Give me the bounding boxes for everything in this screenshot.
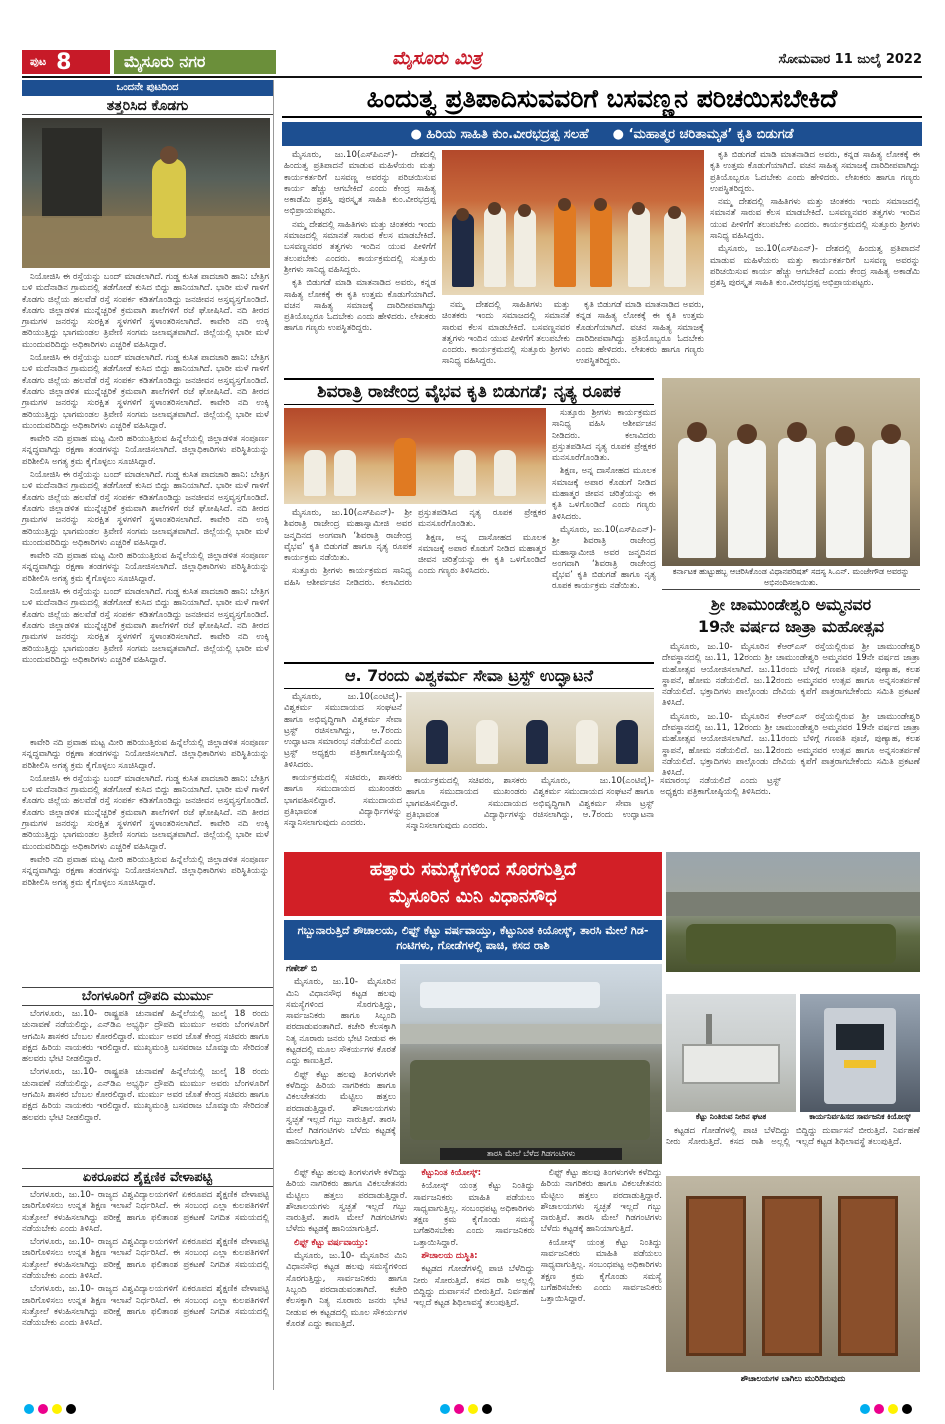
- cyan-mark: [24, 1404, 34, 1414]
- group-felicitation-photo: [662, 378, 920, 566]
- person-figure: [872, 440, 910, 558]
- mini-vidhana-paragraph: ಲಿಫ್ಟ್ ಕೆಟ್ಟು ಹಲವು ತಿಂಗಳುಗಳೇ ಕಳೆದಿದ್ದು ಹಿರಿಯ ನಾಗರಿಕರು ಹಾಗೂ ವಿಕಲಚೇತನರು ಮೆಟ್ಟಿಲು ಹತ್ತಲು ಪರದಾಡುತ್ತಿದ್ದಾರೆ. ಶೌಚಾಲಯಗಳು ಸ್ವಚ್ಛತೆ ಇಲ್ಲದೆ ಗಬ್ಬು ನಾರುತ್ತಿವೆ. ತಾರಸಿ ಮೇಲೆ ಗಿಡಗಂಟಿಗಳು ಬೆಳೆದು ಕಟ್ಟಡಕ್ಕೆ ಹಾನಿಯಾಗುತ್ತಿದೆ.: [286, 1168, 408, 1235]
- left-column: [22, 80, 274, 1390]
- kiosk-screen: [836, 1024, 884, 1050]
- mini-vidhana-paragraph: ಲಿಫ್ಟ್ ಕೆಟ್ಟು ಹಲವು ತಿಂಗಳುಗಳೇ ಕಳೆದಿದ್ದು ಹಿರಿಯ ನಾಗರಿಕರು ಹಾಗೂ ವಿಕಲಚೇತನರು ಮೆಟ್ಟಿಲು ಹತ್ತಲು ಪರದಾಡುತ್ತಿದ್ದಾರೆ. ಶೌಚಾಲಯಗಳು ಸ್ವಚ್ಛತೆ ಇಲ್ಲದೆ ಗಬ್ಬು ನಾರುತ್ತಿವೆ. ತಾರಸಿ ಮೇಲೆ ಗಿಡಗಂಟಿಗಳು ಬೆಳೆದು ಕಟ್ಟಡಕ್ಕೆ ಹಾನಿಯಾಗುತ್ತಿದೆ.: [286, 1069, 396, 1148]
- person-figure: [778, 438, 816, 558]
- bangalore-headline: ಬೆಂಗಳೂರಿಗೆ ದ್ರೌಪದಿ ಮುರ್ಮು: [22, 987, 273, 1006]
- magenta-mark: [454, 1404, 464, 1414]
- mini-vidhana-paragraph: ಕಟ್ಟಡದ ಗೋಡೆಗಳಲ್ಲಿ ಪಾಚಿ ಬೆಳೆದಿದ್ದು ನೀರು ಸೋರುತ್ತಿದೆ. ಕಸದ ರಾಶಿ ಅಲ್ಲಲ್ಲಿ ಬಿದ್ದಿದ್ದು ದುರ್ವಾಸನೆ ಬೀರುತ್ತಿದೆ. ನಿರ್ವಹಣೆ ಇಲ್ಲದೆ ಕಟ್ಟಡ ಶಿಥಿಲಾವಸ್ಥೆ ತಲುಪುತ್ತಿದೆ.: [666, 1126, 920, 1148]
- lead-paragraph: ಕೃತಿ ಬಿಡುಗಡೆ ಮಾಡಿ ಮಾತನಾಡಿದ ಅವರು, ಕನ್ನಡ ಸಾಹಿತ್ಯ ಲೋಕಕ್ಕೆ ಈ ಕೃತಿ ಉತ್ತಮ ಕೊಡುಗೆಯಾಗಿದೆ. ವಚನ ಸಾಹಿತ್ಯ ಸಮಾಜಕ್ಕೆ ದಾರಿದೀಪವಾಗಿದ್ದು ಪ್ರತಿಯೊಬ್ಬರೂ ಓದಬೇಕು ಎಂದು ಹೇಳಿದರು. ಲೇಖಕರು ಹಾಗೂ ಗಣ್ಯರು ಉಪಸ್ಥಿತರಿದ್ದರು.: [576, 300, 704, 367]
- strap-text: ಹಿರಿಯ ಸಾಹಿತಿ ಕುಂ.ವೀರಭದ್ರಪ್ಪ ಸಲಹೆ: [426, 126, 589, 142]
- mini-vidhana-text-col1: [286, 964, 396, 1162]
- press-meet-photo: [406, 692, 654, 772]
- release-event-photo: [442, 150, 704, 295]
- lead-text-col3: [710, 150, 920, 372]
- timetable-paragraph: ಬೆಂಗಳೂರು, ಜು.10- ರಾಜ್ಯದ ವಿಶ್ವವಿದ್ಯಾಲಯಗಳಿಗೆ ಏಕರೂಪದ ಶೈಕ್ಷಣಿಕ ವೇಳಾಪಟ್ಟಿ ಜಾರಿಗೊಳಿಸಲು ಉನ್ನತ ಶಿಕ್ಷಣ ಇಲಾಖೆ ನಿರ್ಧರಿಸಿದೆ. ಈ ಸಂಬಂಧ ಎಲ್ಲಾ ಕುಲಪತಿಗಳಿಗೆ ಸುತ್ತೋಲೆ ಕಳುಹಿಸಲಾಗಿದ್ದು ಪರೀಕ್ಷೆ ಹಾಗೂ ಫಲಿತಾಂಶ ಪ್ರಕಟಣೆ ನಿಗದಿತ ಸಮಯದಲ್ಲಿ ನಡೆಯಬೇಕು ಎಂದು ತಿಳಿಸಿದೆ.: [22, 1284, 269, 1329]
- chamundeshwari-headline: [662, 594, 920, 638]
- vishwakarma-paragraph: ಕಾರ್ಯಕ್ರಮದಲ್ಲಿ ಸಚಿವರು, ಶಾಸಕರು ಹಾಗೂ ಸಮುದಾಯದ ಮುಖಂಡರು ಭಾಗವಹಿಸಲಿದ್ದಾರೆ. ಸಮುದಾಯದ ಪ್ರತಿಭಾವಂತ ವಿದ್ಯಾರ್ಥಿಗಳನ್ನು ಸನ್ಮಾನಿಸಲಾಗುವುದು ಎಂದರು.: [406, 776, 527, 832]
- vishwakarma-paragraph: ಕಾರ್ಯಕ್ರಮದಲ್ಲಿ ಸಚಿವರು, ಶಾಸಕರು ಹಾಗೂ ಸಮುದಾಯದ ಮುಖಂಡರು ಭಾಗವಹಿಸಲಿದ್ದಾರೆ. ಸಮುದಾಯದ ಪ್ರತಿಭಾವಂತ ವಿದ್ಯಾರ್ಥಿಗಳನ್ನು ಸನ್ಮಾನಿಸಲಾಗುವುದು ಎಂದರು.: [284, 773, 402, 829]
- black-mark: [902, 1404, 912, 1414]
- chamundeshwari-story: [662, 642, 920, 792]
- section-name: ಮೈಸೂರು ನಗರ: [114, 50, 276, 74]
- person-head: [488, 202, 501, 215]
- chamundeshwari-paragraph: ಮೈಸೂರು, ಜು.10- ಮೈಸೂರಿನ ಕೆಆರ್‍ಎಸ್ ರಸ್ತೆಯಲ್ಲಿರುವ ಶ್ರೀ ಚಾಮುಂಡೇಶ್ವರಿ ದೇವಸ್ಥಾನದಲ್ಲಿ ಜು.11, 12ರಂದು ಶ್ರೀ ಚಾಮುಂಡೇಶ್ವರಿ ಅಮ್ಮನವರ 19ನೇ ವರ್ಷದ ಜಾತ್ರಾ ಮಹೋತ್ಸವ ಆಯೋಜಿಸಲಾಗಿದೆ. ಜು.11ರಂದು ಬೆಳಿಗ್ಗೆ ಗಣಪತಿ ಪೂಜೆ, ಪುಣ್ಯಾಹ, ಕಲಶ ಸ್ಥಾಪನೆ, ಹೋಮ ನಡೆಯಲಿದೆ. ಜು.12ರಂದು ಅಮ್ಮನವರ ಉತ್ಸವ ಹಾಗೂ ಅನ್ನಸಂತರ್ಪಣೆ ನಡೆಯಲಿದೆ. ಭಕ್ತಾದಿಗಳು ಪಾಲ್ಗೊಂಡು ದೇವಿಯ ಕೃಪೆಗೆ ಪಾತ್ರರಾಗಬೇಕೆಂದು ಸಮಿತಿ ಪ್ರಕಟಣೆ ತಿಳಿಸಿದೆ.: [662, 711, 920, 779]
- issue-date: ಸೋಮವಾರ 11 ಜುಲೈ 2022: [778, 52, 922, 67]
- flood-water: [22, 216, 270, 268]
- person-in-raincoat: [152, 158, 186, 238]
- yellow-mark: [52, 1404, 62, 1414]
- continued-tag: ಒಂದನೇ ಪುಟದಿಂದ: [22, 80, 273, 96]
- toilet-subhead: ಶೌಚಾಲಯ ದುಸ್ಥಿತಿ:: [421, 1251, 478, 1262]
- mini-vidhana-paragraph: ಮೈಸೂರು, ಜು.10- ಮೈಸೂರಿನ ಮಿನಿ ವಿಧಾನಸೌಧ ಕಟ್ಟಡ ಹಲವು ಸಮಸ್ಯೆಗಳಿಂದ ಸೊರಗುತ್ತಿದ್ದು, ಸಾರ್ವಜನಿಕರು ಹಾಗೂ ಸಿಬ್ಬಂದಿ ಪರದಾಡುವಂತಾಗಿದೆ. ಕಚೇರಿ ಕೆಲಸಕ್ಕಾಗಿ ನಿತ್ಯ ನೂರಾರು ಜನರು ಭೇಟಿ ನೀಡುವ ಈ ಕಟ್ಟಡದಲ್ಲಿ ಮೂಲ ಸೌಕರ್ಯಗಳ ಕೊರತೆ ಎದ್ದು ಕಾಣುತ್ತಿದೆ.: [286, 1251, 408, 1329]
- parapet-wall: [666, 892, 920, 916]
- person-figure: [304, 450, 326, 496]
- kodagu-paragraph: ನಿಯೋಜಿಸಿ ಈ ರಸ್ತೆಯನ್ನು ಬಂದ್ ಮಾಡಲಾಗಿದೆ. ಗುಡ್ಡ ಕುಸಿತ ಪಾದಚಾರಿ ಹಾನಿ: ಬೇತ್ರಿಗ ಬಳಿ ಮದೆನಾಡಿನ ಗ್ರಾಮದಲ್ಲಿ ತಡೆಗೋಡೆ ಕುಸಿದ ಬಿದ್ದು ಹಾನಿಯಾಗಿದೆ. ಭಾರೀ ಮಳೆ ಗಾಳಿಗೆ ಕೊಡಗು ಜಿಲ್ಲೆಯ ಹಲವೆಡೆ ರಸ್ತೆ ಸಂಪರ್ಕ ಕಡಿತಗೊಂಡಿದ್ದು ಜನಜೀವನ ಅಸ್ತವ್ಯಸ್ತಗೊಂಡಿದೆ. ಕೊಡಗು ಜಿಲ್ಲಾಡಳಿತ ಮುನ್ನೆಚ್ಚರಿಕೆ ಕ್ರಮವಾಗಿ ಶಾಲೆಗಳಿಗೆ ರಜೆ ಘೋಷಿಸಿದೆ. ನದಿ ತೀರದ ಗ್ರಾಮಗಳ ಜನರನ್ನು ಸುರಕ್ಷಿತ ಸ್ಥಳಗಳಿಗೆ ಸ್ಥಳಾಂತರಿಸಲಾಗಿದೆ. ಕಾವೇರಿ ನದಿ ಉಕ್ಕಿ ಹರಿಯುತ್ತಿದ್ದು ಭಾಗಮಂಡಲ ತ್ರಿವೇಣಿ ಸಂಗಮ ಜಲಾವೃತವಾಗಿದೆ. ಜಿಲ್ಲೆಯಲ್ಲಿ ಭಾರೀ ಮಳೆ ಮುಂದುವರಿದಿದ್ದು ಅಧಿಕಾರಿಗಳು ಎಚ್ಚರಿಕೆ ವಹಿಸಿದ್ದಾರೆ.: [22, 470, 269, 548]
- registration-marks-left: [24, 1404, 76, 1414]
- bangalore-paragraph: ಬೆಂಗಳೂರು, ಜು.10- ರಾಷ್ಟ್ರಪತಿ ಚುನಾವಣೆ ಹಿನ್ನೆಲೆಯಲ್ಲಿ ಜುಲೈ 18 ರಂದು ಚುನಾವಣೆ ನಡೆಯಲಿದ್ದು, ಎನ್‍ಡಿಎ ಅಭ್ಯರ್ಥಿ ದ್ರೌಪದಿ ಮುರ್ಮು ಅವರು ಬೆಂಗಳೂರಿಗೆ ಆಗಮಿಸಿ ಶಾಸಕರ ಬೆಂಬಲ ಕೋರಲಿದ್ದಾರೆ. ಮುರ್ಮು ಅವರ ಜೊತೆ ಕೇಂದ್ರ ಸಚಿವರು ಹಾಗೂ ಪಕ್ಷದ ಹಿರಿಯ ನಾಯಕರು ಇರಲಿದ್ದಾರೆ. ಮುಖ್ಯಮಂತ್ರಿ ಬಸವರಾಜ ಬೊಮ್ಮಾಯಿ ಸೇರಿದಂತೆ ಹಲವರು ಭೇಟಿ ನೀಡಲಿದ್ದಾರೆ.: [22, 1009, 269, 1065]
- page-label: ಪುಟ: [30, 55, 47, 68]
- dome-structures: [420, 982, 600, 1008]
- shivaratri-paragraph: ಶಿಕ್ಷಣ, ಅನ್ನ ದಾಸೋಹದ ಮೂಲಕ ಸಮಾಜಕ್ಕೆ ಅಪಾರ ಕೊಡುಗೆ ನೀಡಿದ ಮಹಾತ್ಮರ ಜೀವನ ಚರಿತ್ರೆಯನ್ನು ಈ ಕೃತಿ ಒಳಗೊಂಡಿದೆ ಎಂದು ಗಣ್ಯರು ತಿಳಿಸಿದರು.: [552, 466, 656, 522]
- mini-vidhana-subhead: [286, 1238, 407, 1249]
- toilet-door: [762, 1196, 822, 1356]
- shivaratri-stage-photo: [284, 408, 546, 504]
- mini-vidhana-strap: ಗಬ್ಬುನಾರುತ್ತಿದೆ ಶೌಚಾಲಯ, ಲಿಫ್ಟ್ ಕೆಟ್ಟು ವರ್ಷವಾಯ್ತು, ಕೆಟ್ಟುನಿಂತ ಕಿಯೋಸ್ಕ್, ತಾರಸಿ ಮೇಲೆ ಗಿಡ-ಗಂಟಿಗಳು, ಗೋಡೆಗಳಲ್ಲಿ ಪಾಚಿ, ಕಸದ ರಾಶಿ: [284, 920, 662, 960]
- mini-vidhana-paragraph: ಕಟ್ಟಡದ ಗೋಡೆಗಳಲ್ಲಿ ಪಾಚಿ ಬೆಳೆದಿದ್ದು ನೀರು ಸೋರುತ್ತಿದೆ. ಕಸದ ರಾಶಿ ಅಲ್ಲಲ್ಲಿ ಬಿದ್ದಿದ್ದು ದುರ್ವಾಸನೆ ಬೀರುತ್ತಿದೆ. ನಿರ್ವಹಣೆ ಇಲ್ಲದೆ ಕಟ್ಟಡ ಶಿಥಿಲಾವಸ್ಥೆ ತಲುಪುತ್ತಿದೆ.: [413, 1264, 535, 1309]
- toilet-doors-caption: ಶೌಚಾಲಯಗಳ ಬಾಗಿಲು ಮುರಿದಿರುವುದು: [740, 1374, 846, 1383]
- kiosk-slot: [844, 1060, 876, 1068]
- strap-item: [410, 127, 588, 142]
- yellow-mark: [888, 1404, 898, 1414]
- magenta-mark: [874, 1404, 884, 1414]
- kodagu-paragraph: ನಿಯೋಜಿಸಿ ಈ ರಸ್ತೆಯನ್ನು ಬಂದ್ ಮಾಡಲಾಗಿದೆ. ಗುಡ್ಡ ಕುಸಿತ ಪಾದಚಾರಿ ಹಾನಿ: ಬೇತ್ರಿಗ ಬಳಿ ಮದೆನಾಡಿನ ಗ್ರಾಮದಲ್ಲಿ ತಡೆಗೋಡೆ ಕುಸಿದ ಬಿದ್ದು ಹಾನಿಯಾಗಿದೆ. ಭಾರೀ ಮಳೆ ಗಾಳಿಗೆ ಕೊಡಗು ಜಿಲ್ಲೆಯ ಹಲವೆಡೆ ರಸ್ತೆ ಸಂಪರ್ಕ ಕಡಿತಗೊಂಡಿದ್ದು ಜನಜೀವನ ಅಸ್ತವ್ಯಸ್ತಗೊಂಡಿದೆ. ಕೊಡಗು ಜಿಲ್ಲಾಡಳಿತ ಮುನ್ನೆಚ್ಚರಿಕೆ ಕ್ರಮವಾಗಿ ಶಾಲೆಗಳಿಗೆ ರಜೆ ಘೋಷಿಸಿದೆ. ನದಿ ತೀರದ ಗ್ರಾಮಗಳ ಜನರನ್ನು ಸುರಕ್ಷಿತ ಸ್ಥಳಗಳಿಗೆ ಸ್ಥಳಾಂತರಿಸಲಾಗಿದೆ. ಕಾವೇರಿ ನದಿ ಉಕ್ಕಿ ಹರಿಯುತ್ತಿದ್ದು ಭಾಗಮಂಡಲ ತ್ರಿವೇಣಿ ಸಂಗಮ ಜಲಾವೃತವಾಗಿದೆ. ಜಿಲ್ಲೆಯಲ್ಲಿ ಭಾರೀ ಮಳೆ ಮುಂದುವರಿದಿದ್ದು ಅಧಿಕಾರಿಗಳು ಎಚ್ಚರಿಕೆ ವಹಿಸಿದ್ದಾರೆ.: [22, 587, 269, 665]
- lead-paragraph: ಮೈಸೂರು, ಜು.10(ಎಸ್‍ಪಿಎನ್)- ದೇಶದಲ್ಲಿ ಹಿಂದುತ್ವ ಪ್ರತಿಪಾದನೆ ಮಾಡುವ ಮಹಿಳೆಯರು ಮತ್ತು ಕಾರ್ಯಕರ್ತರಿಗೆ ಬಸವಣ್ಣ ಅವರನ್ನು ಪರಿಚಯಿಸುವ ಕಾರ್ಯ ಹೆಚ್ಚು ಆಗಬೇಕಿದೆ ಎಂದು ಕೇಂದ್ರ ಸಾಹಿತ್ಯ ಅಕಾಡೆಮಿ ಪ್ರಶಸ್ತಿ ಪುರಸ್ಕೃತ ಸಾಹಿತಿ ಕುಂ.ವೀರಭದ್ರಪ್ಪ ಅಭಿಪ್ರಾಯಪಟ್ಟರು.: [284, 150, 436, 217]
- kodagu-headline: ತತ್ತರಿಸಿದ ಕೊಡಗು: [22, 98, 273, 115]
- mini-vidhana-subhead: [413, 1251, 534, 1262]
- person-figure: [334, 450, 356, 496]
- person-figure: [476, 720, 498, 764]
- bullet-icon: ●: [410, 126, 427, 142]
- vishwakarma-headline: ಆ. 7ರಂದು ವಿಶ್ವಕರ್ಮ ಸೇವಾ ಟ್ರಸ್ಟ್ ಉದ್ಘಾಟನೆ: [284, 662, 654, 689]
- terrace-photo: [400, 964, 662, 1164]
- flood-photo: [22, 118, 270, 268]
- lead-text-under-photo: [442, 300, 704, 372]
- timetable-story: [22, 1190, 273, 1350]
- headline-line: 19ನೇ ವರ್ಷದ ಜಾತ್ರಾ ಮಹೋತ್ಸವ: [697, 617, 885, 636]
- mini-vidhana-text-bottom: [286, 1168, 662, 1390]
- sink-unit: [682, 1044, 780, 1084]
- shivaratri-paragraph: ಶಿಕ್ಷಣ, ಅನ್ನ ದಾಸೋಹದ ಮೂಲಕ ಸಮಾಜಕ್ಕೆ ಅಪಾರ ಕೊಡುಗೆ ನೀಡಿದ ಮಹಾತ್ಮರ ಜೀವನ ಚರಿತ್ರೆಯನ್ನು ಈ ಕೃತಿ ಒಳಗೊಂಡಿದೆ ಎಂದು ಗಣ್ಯರು ತಿಳಿಸಿದರು.: [418, 532, 546, 577]
- terrace-caption: ತಾರಸಿ ಮೇಲೆ ಬೆಳೆದ ಗಿಡಗಂಟಿಗಳು: [440, 1148, 622, 1160]
- yellow-mark: [468, 1404, 478, 1414]
- person-figure: [678, 438, 716, 558]
- person-figure: [616, 720, 638, 764]
- person-figure: [426, 720, 448, 764]
- person-figure: [454, 450, 476, 496]
- person-figure: [576, 720, 598, 764]
- lead-headline: ಹಿಂದುತ್ವ ಪ್ರತಿಪಾದಿಸುವವರಿಗೆ ಬಸವಣ್ಣನ ಪರಿಚಯಿಸಬೇಕಿದೆ: [282, 80, 922, 118]
- person-figure: [484, 207, 506, 287]
- magenta-mark: [38, 1404, 48, 1414]
- shivaratri-paragraph: ಮೈಸೂರು, ಜು.10(ಎಸ್‍ಪಿಎನ್)- ಶ್ರೀ ಶಿವರಾತ್ರಿ ರಾಜೇಂದ್ರ ಮಹಾಸ್ವಾಮೀಜಿ ಅವರ ಜನ್ಮದಿನದ ಅಂಗವಾಗಿ ‘ಶಿವರಾತ್ರಿ ರಾಜೇಂದ್ರ ವೈಭವ’ ಕೃತಿ ಬಿಡುಗಡೆ ಹಾಗೂ ನೃತ್ಯ ರೂಪಕ ಕಾರ್ಯಕ್ರಮ ನಡೆಯಿತು.: [284, 508, 412, 564]
- person-head: [668, 206, 681, 219]
- person-figure: [728, 440, 766, 558]
- swamiji-figure: [394, 438, 416, 496]
- water-unit-photo: [666, 994, 796, 1112]
- lead-text-col1: [284, 150, 436, 372]
- vishwakarma-text-under-photo: [406, 776, 781, 842]
- kodagu-paragraph: ನಿಯೋಜಿಸಿ ಈ ರಸ್ತೆಯನ್ನು ಬಂದ್ ಮಾಡಲಾಗಿದೆ. ಗುಡ್ಡ ಕುಸಿತ ಪಾದಚಾರಿ ಹಾನಿ: ಬೇತ್ರಿಗ ಬಳಿ ಮದೆನಾಡಿನ ಗ್ರಾಮದಲ್ಲಿ ತಡೆಗೋಡೆ ಕುಸಿದ ಬಿದ್ದು ಹಾನಿಯಾಗಿದೆ. ಭಾರೀ ಮಳೆ ಗಾಳಿಗೆ ಕೊಡಗು ಜಿಲ್ಲೆಯ ಹಲವೆಡೆ ರಸ್ತೆ ಸಂಪರ್ಕ ಕಡಿತಗೊಂಡಿದ್ದು ಜನಜೀವನ ಅಸ್ತವ್ಯಸ್ತಗೊಂಡಿದೆ. ಕೊಡಗು ಜಿಲ್ಲಾಡಳಿತ ಮುನ್ನೆಚ್ಚರಿಕೆ ಕ್ರಮವಾಗಿ ಶಾಲೆಗಳಿಗೆ ರಜೆ ಘೋಷಿಸಿದೆ. ನದಿ ತೀರದ ಗ್ರಾಮಗಳ ಜನರನ್ನು ಸುರಕ್ಷಿತ ಸ್ಥಳಗಳಿಗೆ ಸ್ಥಳಾಂತರಿಸಲಾಗಿದೆ. ಕಾವೇರಿ ನದಿ ಉಕ್ಕಿ ಹರಿಯುತ್ತಿದ್ದು ಭಾಗಮಂಡಲ ತ್ರಿವೇಣಿ ಸಂಗಮ ಜಲಾವೃತವಾಗಿದೆ. ಜಿಲ್ಲೆಯಲ್ಲಿ ಭಾರೀ ಮಳೆ ಮುಂದುವರಿದಿದ್ದು ಅಧಿಕಾರಿಗಳು ಎಚ್ಚರಿಕೆ ವಹಿಸಿದ್ದಾರೆ.: [22, 353, 269, 431]
- bullet-icon: ●: [612, 126, 629, 142]
- group-photo-caption: ಕರ್ನಾಟಕ ಹುಟ್ಟುಹಬ್ಬ ಆಚರಿಸಿಕೊಂಡ ವಿಧಾನಪರಿಷತ್ ಸದಸ್ಯ ಸಿ.ಎನ್. ಮಂಜೇಗೌಡ ಅವರನ್ನು ಅಭಿನಂದಿಸಲಾಯಿತು.: [662, 566, 920, 590]
- cyan-mark: [440, 1404, 450, 1414]
- page-number-tag: [22, 50, 110, 74]
- mini-vidhana-paragraph: ಮೈಸೂರು, ಜು.10- ಮೈಸೂರಿನ ಮಿನಿ ವಿಧಾನಸೌಧ ಕಟ್ಟಡ ಹಲವು ಸಮಸ್ಯೆಗಳಿಂದ ಸೊರಗುತ್ತಿದ್ದು, ಸಾರ್ವಜನಿಕರು ಹಾಗೂ ಸಿಬ್ಬಂದಿ ಪರದಾಡುವಂತಾಗಿದೆ. ಕಚೇರಿ ಕೆಲಸಕ್ಕಾಗಿ ನಿತ್ಯ ನೂರಾರು ಜನರು ಭೇಟಿ ನೀಡುವ ಈ ಕಟ್ಟಡದಲ್ಲಿ ಮೂಲ ಸೌಕರ್ಯಗಳ ಕೊರತೆ ಎದ್ದು ಕಾಣುತ್ತಿದೆ.: [286, 977, 396, 1067]
- person-head: [594, 198, 607, 211]
- mini-vidhana-text-right: [666, 1126, 920, 1170]
- pipe: [706, 1014, 712, 1044]
- person-head: [835, 426, 855, 446]
- person-figure: [494, 450, 516, 496]
- black-mark: [482, 1404, 492, 1414]
- kodagu-paragraph: ಕಾವೇರಿ ನದಿ ಪ್ರವಾಹ ಮಟ್ಟ ಮೀರಿ ಹರಿಯುತ್ತಿರುವ ಹಿನ್ನೆಲೆಯಲ್ಲಿ ಜಿಲ್ಲಾಡಳಿತ ಸಂಪೂರ್ಣ ಸನ್ನದ್ಧವಾಗಿದ್ದು ರಕ್ಷಣಾ ತಂಡಗಳನ್ನು ನಿಯೋಜಿಸಲಾಗಿದೆ. ಜಿಲ್ಲಾಧಿಕಾರಿಗಳು ಪರಿಸ್ಥಿತಿಯನ್ನು ಪರಿಶೀಲಿಸಿ ಅಗತ್ಯ ಕ್ರಮ ಕೈಗೊಳ್ಳಲು ಸೂಚಿಸಿದ್ದಾರೆ.: [22, 551, 269, 584]
- kiosk-subhead: ಕೆಟ್ಟುನಿಂತ ಕಿಯೋಸ್ಕ್:: [421, 1168, 482, 1178]
- timetable-paragraph: ಬೆಂಗಳೂರು, ಜು.10- ರಾಜ್ಯದ ವಿಶ್ವವಿದ್ಯಾಲಯಗಳಿಗೆ ಏಕರೂಪದ ಶೈಕ್ಷಣಿಕ ವೇಳಾಪಟ್ಟಿ ಜಾರಿಗೊಳಿಸಲು ಉನ್ನತ ಶಿಕ್ಷಣ ಇಲಾಖೆ ನಿರ್ಧರಿಸಿದೆ. ಈ ಸಂಬಂಧ ಎಲ್ಲಾ ಕುಲಪತಿಗಳಿಗೆ ಸುತ್ತೋಲೆ ಕಳುಹಿಸಲಾಗಿದ್ದು ಪರೀಕ್ಷೆ ಹಾಗೂ ಫಲಿತಾಂಶ ಪ್ರಕಟಣೆ ನಿಗದಿತ ಸಮಯದಲ್ಲಿ ನಡೆಯಬೇಕು ಎಂದು ತಿಳಿಸಿದೆ.: [22, 1237, 269, 1282]
- person-head: [456, 208, 469, 221]
- lead-paragraph: ಕೃತಿ ಬಿಡುಗಡೆ ಮಾಡಿ ಮಾತನಾಡಿದ ಅವರು, ಕನ್ನಡ ಸಾಹಿತ್ಯ ಲೋಕಕ್ಕೆ ಈ ಕೃತಿ ಉತ್ತಮ ಕೊಡುಗೆಯಾಗಿದೆ. ವಚನ ಸಾಹಿತ್ಯ ಸಮಾಜಕ್ಕೆ ದಾರಿದೀಪವಾಗಿದ್ದು ಪ್ರತಿಯೊಬ್ಬರೂ ಓದಬೇಕು ಎಂದು ಹೇಳಿದರು. ಲೇಖಕರು ಹಾಗೂ ಗಣ್ಯರು ಉಪಸ್ಥಿತರಿದ್ದರು.: [284, 278, 436, 334]
- kodagu-story: [22, 268, 273, 738]
- person-figure: [514, 209, 536, 287]
- headline-line: ಮೈಸೂರಿನ ಮಿನಿ ವಿಧಾನಸೌಧ: [389, 886, 557, 907]
- person-head: [632, 202, 645, 215]
- lead-paragraph: ನಮ್ಮ ದೇಶದಲ್ಲಿ ಸಾಹಿತಿಗಳು ಮತ್ತು ಚಿಂತಕರು ಇಂದು ಸಮಾಜದಲ್ಲಿ ಸಮಾನತೆ ಸಾರುವ ಕೆಲಸ ಮಾಡಬೇಕಿದೆ. ಬಸವಣ್ಣನವರ ತತ್ವಗಳು ಇಂದಿನ ಯುವ ಪೀಳಿಗೆಗೆ ತಲುಪಬೇಕು ಎಂದರು. ಕಾರ್ಯಕ್ರಮದಲ್ಲಿ ಸುತ್ತೂರು ಶ್ರೀಗಳು ಸಾನಿಧ್ಯ ವಹಿಸಿದ್ದರು.: [710, 197, 920, 242]
- broken-toilet-doors-photo: [666, 1176, 920, 1372]
- toilet-door: [686, 1196, 746, 1356]
- timetable-paragraph: ಬೆಂಗಳೂರು, ಜು.10- ರಾಜ್ಯದ ವಿಶ್ವವಿದ್ಯಾಲಯಗಳಿಗೆ ಏಕರೂಪದ ಶೈಕ್ಷಣಿಕ ವೇಳಾಪಟ್ಟಿ ಜಾರಿಗೊಳಿಸಲು ಉನ್ನತ ಶಿಕ್ಷಣ ಇಲಾಖೆ ನಿರ್ಧರಿಸಿದೆ. ಈ ಸಂಬಂಧ ಎಲ್ಲಾ ಕುಲಪತಿಗಳಿಗೆ ಸುತ್ತೋಲೆ ಕಳುಹಿಸಲಾಗಿದ್ದು ಪರೀಕ್ಷೆ ಹಾಗೂ ಫಲಿತಾಂಶ ಪ್ರಕಟಣೆ ನಿಗದಿತ ಸಮಯದಲ್ಲಿ ನಡೆಯಬೇಕು ಎಂದು ತಿಳಿಸಿದೆ.: [22, 1190, 269, 1234]
- vishwakarma-text-col1: [284, 692, 402, 842]
- timetable-headline: ಏಕರೂಪದ ಶೈಕ್ಷಣಿಕ ವೇಳಾಪಟ್ಟಿ: [22, 1168, 273, 1187]
- mini-vidhana-headline: [284, 852, 662, 916]
- kodagu-paragraph: ಕಾವೇರಿ ನದಿ ಪ್ರವಾಹ ಮಟ್ಟ ಮೀರಿ ಹರಿಯುತ್ತಿರುವ ಹಿನ್ನೆಲೆಯಲ್ಲಿ ಜಿಲ್ಲಾಡಳಿತ ಸಂಪೂರ್ಣ ಸನ್ನದ್ಧವಾಗಿದ್ದು ರಕ್ಷಣಾ ತಂಡಗಳನ್ನು ನಿಯೋಜಿಸಲಾಗಿದೆ. ಜಿಲ್ಲಾಧಿಕಾರಿಗಳು ಪರಿಸ್ಥಿತಿಯನ್ನು ಪರಿಶೀಲಿಸಿ ಅಗತ್ಯ ಕ್ರಮ ಕೈಗೊಳ್ಳಲು ಸೂಚಿಸಿದ್ದಾರೆ.: [22, 738, 269, 771]
- person-figure: [628, 207, 650, 287]
- bangalore-paragraph: ಬೆಂಗಳೂರು, ಜು.10- ರಾಷ್ಟ್ರಪತಿ ಚುನಾವಣೆ ಹಿನ್ನೆಲೆಯಲ್ಲಿ ಜುಲೈ 18 ರಂದು ಚುನಾವಣೆ ನಡೆಯಲಿದ್ದು, ಎನ್‍ಡಿಎ ಅಭ್ಯರ್ಥಿ ದ್ರೌಪದಿ ಮುರ್ಮು ಅವರು ಬೆಂಗಳೂರಿಗೆ ಆಗಮಿಸಿ ಶಾಸಕರ ಬೆಂಬಲ ಕೋರಲಿದ್ದಾರೆ. ಮುರ್ಮು ಅವರ ಜೊತೆ ಕೇಂದ್ರ ಸಚಿವರು ಹಾಗೂ ಪಕ್ಷದ ಹಿರಿಯ ನಾಯಕರು ಇರಲಿದ್ದಾರೆ. ಮುಖ್ಯಮಂತ್ರಿ ಬಸವರಾಜ ಬೊಮ್ಮಾಯಿ ಸೇರಿದಂತೆ ಹಲವರು ಭೇಟಿ ನೀಡಲಿದ್ದಾರೆ.: [22, 1067, 269, 1123]
- person-figure: [452, 213, 474, 287]
- house-door: [42, 128, 102, 218]
- byline: ಗಣೇಶ್ ಬಿ: [286, 964, 318, 974]
- mini-vidhana-paragraph: ಕಿಯೋಸ್ಕ್ ಯಂತ್ರ ಕೆಟ್ಟು ನಿಂತಿದ್ದು ಸಾರ್ವಜನಿಕರು ಮಾಹಿತಿ ಪಡೆಯಲು ಸಾಧ್ಯವಾಗುತ್ತಿಲ್ಲ. ಸಂಬಂಧಪಟ್ಟ ಅಧಿಕಾರಿಗಳು ತಕ್ಷಣ ಕ್ರಮ ಕೈಗೊಂಡು ಸಮಸ್ಯೆ ಬಗೆಹರಿಸಬೇಕು ಎಂದು ಸಾರ್ವಜನಿಕರು ಒತ್ತಾಯಿಸಿದ್ದಾರೆ.: [413, 1181, 535, 1248]
- page-header: [22, 48, 922, 76]
- lead-paragraph: ಮೈಸೂರು, ಜು.10(ಎಸ್‍ಪಿಎನ್)- ದೇಶದಲ್ಲಿ ಹಿಂದುತ್ವ ಪ್ರತಿಪಾದನೆ ಮಾಡುವ ಮಹಿಳೆಯರು ಮತ್ತು ಕಾರ್ಯಕರ್ತರಿಗೆ ಬಸವಣ್ಣ ಅವರನ್ನು ಪರಿಚಯಿಸುವ ಕಾರ್ಯ ಹೆಚ್ಚು ಆಗಬೇಕಿದೆ ಎಂದು ಕೇಂದ್ರ ಸಾಹಿತ್ಯ ಅಕಾಡೆಮಿ ಪ್ರಶಸ್ತಿ ಪುರಸ್ಕೃತ ಸಾಹಿತಿ ಕುಂ.ವೀರಭದ್ರಪ್ಪ ಅಭಿಪ್ರಾಯಪಟ್ಟರು.: [710, 244, 920, 289]
- masthead-logo: ಮೈಸೂರು ಮಿತ್ರ: [392, 48, 482, 69]
- person-head: [518, 204, 531, 217]
- black-mark: [66, 1404, 76, 1414]
- shivaratri-paragraph: ಸುತ್ತೂರು ಶ್ರೀಗಳು ಕಾರ್ಯಕ್ರಮದ ಸಾನಿಧ್ಯ ವಹಿಸಿ ಆಶೀರ್ವಚನ ನೀಡಿದರು. ಕಲಾವಿದರು ಪ್ರಸ್ತುತಪಡಿಸಿದ ನೃತ್ಯ ರೂಪಕ ಪ್ರೇಕ್ಷಕರ ಮನಸೂರೆಗೊಂಡಿತು.: [552, 408, 656, 464]
- kiosk-caption: ಕಾರ್ಯನಿರ್ವಹಿಸದ ಸಾರ್ವಜನಿಕ ಕಿಯೋಸ್ಕ್: [809, 1112, 911, 1121]
- lead-paragraph: ನಮ್ಮ ದೇಶದಲ್ಲಿ ಸಾಹಿತಿಗಳು ಮತ್ತು ಚಿಂತಕರು ಇಂದು ಸಮಾಜದಲ್ಲಿ ಸಮಾನತೆ ಸಾರುವ ಕೆಲಸ ಮಾಡಬೇಕಿದೆ. ಬಸವಣ್ಣನವರ ತತ್ವಗಳು ಇಂದಿನ ಯುವ ಪೀಳಿಗೆಗೆ ತಲುಪಬೇಕು ಎಂದರು. ಕಾರ್ಯಕ್ರಮದಲ್ಲಿ ಸುತ್ತೂರು ಶ್ರೀಗಳು ಸಾನಿಧ್ಯ ವಹಿಸಿದ್ದರು.: [442, 300, 570, 367]
- shivaratri-text-col2: [552, 408, 656, 658]
- weed-patch: [686, 924, 896, 964]
- cyan-mark: [860, 1404, 870, 1414]
- vishwakarma-paragraph: ಮೈಸೂರು, ಜು.10(ಎಂಟಿವೈ)- ವಿಶ್ವಕರ್ಮ ಸಮುದಾಯದ ಸಂಘಟನೆ ಹಾಗೂ ಅಭಿವೃದ್ಧಿಗಾಗಿ ವಿಶ್ವಕರ್ಮ ಸೇವಾ ಟ್ರಸ್ಟ್ ರಚಿಸಲಾಗಿದ್ದು, ಆ.7ರಂದು ಉದ್ಘಾಟನಾ ಸಮಾರಂಭ ನಡೆಯಲಿದೆ ಎಂದು ಟ್ರಸ್ಟ್ ಅಧ್ಯಕ್ಷರು ಪತ್ರಿಕಾಗೋಷ್ಠಿಯಲ್ಲಿ ತಿಳಿಸಿದರು.: [284, 692, 402, 770]
- swamiji-figure: [554, 203, 576, 287]
- person-head: [881, 424, 901, 444]
- kiosk-photo: [800, 994, 920, 1112]
- shivaratri-paragraph: ಮೈಸೂರು, ಜು.10(ಎಸ್‍ಪಿಎನ್)- ಶ್ರೀ ಶಿವರಾತ್ರಿ ರಾಜೇಂದ್ರ ಮಹಾಸ್ವಾಮೀಜಿ ಅವರ ಜನ್ಮದಿನದ ಅಂಗವಾಗಿ ‘ಶಿವರಾತ್ರಿ ರಾಜೇಂದ್ರ ವೈಭವ’ ಕೃತಿ ಬಿಡುಗಡೆ ಹಾಗೂ ನೃತ್ಯ ರೂಪಕ ಕಾರ್ಯಕ್ರಮ ನಡೆಯಿತು.: [552, 524, 656, 592]
- water-unit-caption: ಕೆಟ್ಟು ನಿಂತಿರುವ ನೀರಿನ ಘಟಕ: [695, 1112, 767, 1121]
- mini-vidhana-paragraph: ಲಿಫ್ಟ್ ಕೆಟ್ಟು ಹಲವು ತಿಂಗಳುಗಳೇ ಕಳೆದಿದ್ದು ಹಿರಿಯ ನಾಗರಿಕರು ಹಾಗೂ ವಿಕಲಚೇತನರು ಮೆಟ್ಟಿಲು ಹತ್ತಲು ಪರದಾಡುತ್ತಿದ್ದಾರೆ. ಶೌಚಾಲಯಗಳು ಸ್ವಚ್ಛತೆ ಇಲ್ಲದೆ ಗಬ್ಬು ನಾರುತ್ತಿವೆ. ತಾರಸಿ ಮೇಲೆ ಗಿಡಗಂಟಿಗಳು ಬೆಳೆದು ಕಟ್ಟಡಕ್ಕೆ ಹಾನಿಯಾಗುತ್ತಿದೆ.: [540, 1168, 662, 1235]
- lead-paragraph: ನಮ್ಮ ದೇಶದಲ್ಲಿ ಸಾಹಿತಿಗಳು ಮತ್ತು ಚಿಂತಕರು ಇಂದು ಸಮಾಜದಲ್ಲಿ ಸಮಾನತೆ ಸಾರುವ ಕೆಲಸ ಮಾಡಬೇಕಿದೆ. ಬಸವಣ್ಣನವರ ತತ್ವಗಳು ಇಂದಿನ ಯುವ ಪೀಳಿಗೆಗೆ ತಲುಪಬೇಕು ಎಂದರು. ಕಾರ್ಯಕ್ರಮದಲ್ಲಿ ಸುತ್ತೂರು ಶ್ರೀಗಳು ಸಾನಿಧ್ಯ ವಹಿಸಿದ್ದರು.: [284, 219, 436, 275]
- lead-strap: [282, 122, 922, 146]
- person-figure: [826, 442, 864, 558]
- person-head: [687, 422, 707, 442]
- shivaratri-headline: ಶಿವರಾತ್ರಿ ರಾಜೇಂದ್ರ ವೈಭವ ಕೃತಿ ಬಿಡುಗಡೆ; ನೃತ್ಯ ರೂಪಕ: [284, 378, 654, 405]
- kodagu-paragraph: ಕಾವೇರಿ ನದಿ ಪ್ರವಾಹ ಮಟ್ಟ ಮೀರಿ ಹರಿಯುತ್ತಿರುವ ಹಿನ್ನೆಲೆಯಲ್ಲಿ ಜಿಲ್ಲಾಡಳಿತ ಸಂಪೂರ್ಣ ಸನ್ನದ್ಧವಾಗಿದ್ದು ರಕ್ಷಣಾ ತಂಡಗಳನ್ನು ನಿಯೋಜಿಸಲಾಗಿದೆ. ಜಿಲ್ಲಾಧಿಕಾರಿಗಳು ಪರಿಸ್ಥಿತಿಯನ್ನು ಪರಿಶೀಲಿಸಿ ಅಗತ್ಯ ಕ್ರಮ ಕೈಗೊಳ್ಳಲು ಸೂಚಿಸಿದ್ದಾರೆ.: [22, 854, 269, 888]
- kodagu-paragraph: ನಿಯೋಜಿಸಿ ಈ ರಸ್ತೆಯನ್ನು ಬಂದ್ ಮಾಡಲಾಗಿದೆ. ಗುಡ್ಡ ಕುಸಿತ ಪಾದಚಾರಿ ಹಾನಿ: ಬೇತ್ರಿಗ ಬಳಿ ಮದೆನಾಡಿನ ಗ್ರಾಮದಲ್ಲಿ ತಡೆಗೋಡೆ ಕುಸಿದ ಬಿದ್ದು ಹಾನಿಯಾಗಿದೆ. ಭಾರೀ ಮಳೆ ಗಾಳಿಗೆ ಕೊಡಗು ಜಿಲ್ಲೆಯ ಹಲವೆಡೆ ರಸ್ತೆ ಸಂಪರ್ಕ ಕಡಿತಗೊಂಡಿದ್ದು ಜನಜೀವನ ಅಸ್ತವ್ಯಸ್ತಗೊಂಡಿದೆ. ಕೊಡಗು ಜಿಲ್ಲಾಡಳಿತ ಮುನ್ನೆಚ್ಚರಿಕೆ ಕ್ರಮವಾಗಿ ಶಾಲೆಗಳಿಗೆ ರಜೆ ಘೋಷಿಸಿದೆ. ನದಿ ತೀರದ ಗ್ರಾಮಗಳ ಜನರನ್ನು ಸುರಕ್ಷಿತ ಸ್ಥಳಗಳಿಗೆ ಸ್ಥಳಾಂತರಿಸಲಾಗಿದೆ. ಕಾವೇರಿ ನದಿ ಉಕ್ಕಿ ಹರಿಯುತ್ತಿದ್ದು ಭಾಗಮಂಡಲ ತ್ರಿವೇಣಿ ಸಂಗಮ ಜಲಾವೃತವಾಗಿದೆ. ಜಿಲ್ಲೆಯಲ್ಲಿ ಭಾರೀ ಮಳೆ ಮುಂದುವರಿದಿದ್ದು ಅಧಿಕಾರಿಗಳು ಎಚ್ಚರಿಕೆ ವಹಿಸಿದ್ದಾರೆ.: [22, 773, 269, 852]
- person-head: [160, 146, 178, 164]
- headline-line: ಶ್ರೀ ಚಾಮುಂಡೇಶ್ವರಿ ಅಮ್ಮನವರ: [710, 595, 872, 614]
- toilet-door: [838, 1196, 898, 1356]
- lead-paragraph: ಕೃತಿ ಬಿಡುಗಡೆ ಮಾಡಿ ಮಾತನಾಡಿದ ಅವರು, ಕನ್ನಡ ಸಾಹಿತ್ಯ ಲೋಕಕ್ಕೆ ಈ ಕೃತಿ ಉತ್ತಮ ಕೊಡುಗೆಯಾಗಿದೆ. ವಚನ ಸಾಹಿತ್ಯ ಸಮಾಜಕ್ಕೆ ದಾರಿದೀಪವಾಗಿದ್ದು ಪ್ರತಿಯೊಬ್ಬರೂ ಓದಬೇಕು ಎಂದು ಹೇಳಿದರು. ಲೇಖಕರು ಹಾಗೂ ಗಣ್ಯರು ಉಪಸ್ಥಿತರಿದ್ದರು.: [710, 150, 920, 194]
- lift-subhead: ಲಿಫ್ಟ್ ಕೆಟ್ಟು ವರ್ಷವಾಯ್ತು:: [294, 1237, 369, 1248]
- kodagu-paragraph: ಕಾವೇರಿ ನದಿ ಪ್ರವಾಹ ಮಟ್ಟ ಮೀರಿ ಹರಿಯುತ್ತಿರುವ ಹಿನ್ನೆಲೆಯಲ್ಲಿ ಜಿಲ್ಲಾಡಳಿತ ಸಂಪೂರ್ಣ ಸನ್ನದ್ಧವಾಗಿದ್ದು ರಕ್ಷಣಾ ತಂಡಗಳನ್ನು ನಿಯೋಜಿಸಲಾಗಿದೆ. ಜಿಲ್ಲಾಧಿಕಾರಿಗಳು ಪರಿಸ್ಥಿತಿಯನ್ನು ಪರಿಶೀಲಿಸಿ ಅಗತ್ಯ ಕ್ರಮ ಕೈಗೊಳ್ಳಲು ಸೂಚಿಸಿದ್ದಾರೆ.: [22, 434, 269, 467]
- railing: [400, 1024, 662, 1044]
- person-head: [737, 424, 757, 444]
- overgrown-terrace: [410, 1060, 650, 1140]
- shivaratri-paragraph: ಸುತ್ತೂರು ಶ್ರೀಗಳು ಕಾರ್ಯಕ್ರಮದ ಸಾನಿಧ್ಯ ವಹಿಸಿ ಆಶೀರ್ವಚನ ನೀಡಿದರು. ಕಲಾವಿದರು ಪ್ರಸ್ತುತಪಡಿಸಿದ ನೃತ್ಯ ರೂಪಕ ಪ್ರೇಕ್ಷಕರ ಮನಸೂರೆಗೊಂಡಿತು.: [284, 508, 546, 588]
- registration-marks-center: [440, 1404, 492, 1414]
- person-head: [787, 422, 807, 442]
- weedy-roof-photo: [666, 852, 920, 972]
- registration-marks-right: [860, 1404, 912, 1414]
- person-figure: [664, 211, 686, 287]
- mini-vidhana-paragraph: ಕಿಯೋಸ್ಕ್ ಯಂತ್ರ ಕೆಟ್ಟು ನಿಂತಿದ್ದು ಸಾರ್ವಜನಿಕರು ಮಾಹಿತಿ ಪಡೆಯಲು ಸಾಧ್ಯವಾಗುತ್ತಿಲ್ಲ. ಸಂಬಂಧಪಟ್ಟ ಅಧಿಕಾರಿಗಳು ತಕ್ಷಣ ಕ್ರಮ ಕೈಗೊಂಡು ಸಮಸ್ಯೆ ಬಗೆಹರಿಸಬೇಕು ಎಂದು ಸಾರ್ವಜನಿಕರು ಒತ್ತಾಯಿಸಿದ್ದಾರೆ.: [540, 1237, 662, 1305]
- kodagu-story-cont: [22, 738, 273, 983]
- header-rule: [22, 76, 922, 78]
- strap-text: ‘ಮಹಾತ್ಮರ ಚರಿತಾಮೃತ’ ಕೃತಿ ಬಿಡುಗಡೆ: [628, 126, 794, 142]
- headline-line: ಹತ್ತಾರು ಸಮಸ್ಯೆಗಳಿಂದ ಸೊರಗುತ್ತಿದೆ: [369, 859, 577, 880]
- mini-vidhana-subhead: [413, 1168, 534, 1179]
- vishwakarma-paragraph: ಮೈಸೂರು, ಜು.10(ಎಂಟಿವೈ)- ವಿಶ್ವಕರ್ಮ ಸಮುದಾಯದ ಸಂಘಟನೆ ಹಾಗೂ ಅಭಿವೃದ್ಧಿಗಾಗಿ ವಿಶ್ವಕರ್ಮ ಸೇವಾ ಟ್ರಸ್ಟ್ ರಚಿಸಲಾಗಿದ್ದು, ಆ.7ರಂದು ಉದ್ಘಾಟನಾ ಸಮಾರಂಭ ನಡೆಯಲಿದೆ ಎಂದು ಟ್ರಸ್ಟ್ ಅಧ್ಯಕ್ಷರು ಪತ್ರಿಕಾಗೋಷ್ಠಿಯಲ್ಲಿ ತಿಳಿಸಿದರು.: [533, 776, 781, 820]
- strap-item: [613, 127, 794, 142]
- person-figure: [526, 720, 548, 764]
- chamundeshwari-paragraph: ಮೈಸೂರು, ಜು.10- ಮೈಸೂರಿನ ಕೆಆರ್‍ಎಸ್ ರಸ್ತೆಯಲ್ಲಿರುವ ಶ್ರೀ ಚಾಮುಂಡೇಶ್ವರಿ ದೇವಸ್ಥಾನದಲ್ಲಿ ಜು.11, 12ರಂದು ಶ್ರೀ ಚಾಮುಂಡೇಶ್ವರಿ ಅಮ್ಮನವರ 19ನೇ ವರ್ಷದ ಜಾತ್ರಾ ಮಹೋತ್ಸವ ಆಯೋಜಿಸಲಾಗಿದೆ. ಜು.11ರಂದು ಬೆಳಿಗ್ಗೆ ಗಣಪತಿ ಪೂಜೆ, ಪುಣ್ಯಾಹ, ಕಲಶ ಸ್ಥಾಪನೆ, ಹೋಮ ನಡೆಯಲಿದೆ. ಜು.12ರಂದು ಅಮ್ಮನವರ ಉತ್ಸವ ಹಾಗೂ ಅನ್ನಸಂತರ್ಪಣೆ ನಡೆಯಲಿದೆ. ಭಕ್ತಾದಿಗಳು ಪಾಲ್ಗೊಂಡು ದೇವಿಯ ಕೃಪೆಗೆ ಪಾತ್ರರಾಗಬೇಕೆಂದು ಸಮಿತಿ ಪ್ರಕಟಣೆ ತಿಳಿಸಿದೆ.: [662, 642, 920, 709]
- page-number: 8: [56, 49, 72, 75]
- shivaratri-text: [284, 508, 546, 658]
- swamiji-figure: [590, 203, 612, 287]
- bangalore-story: [22, 1009, 273, 1164]
- person-head: [558, 198, 571, 211]
- kodagu-paragraph: ನಿಯೋಜಿಸಿ ಈ ರಸ್ತೆಯನ್ನು ಬಂದ್ ಮಾಡಲಾಗಿದೆ. ಗುಡ್ಡ ಕುಸಿತ ಪಾದಚಾರಿ ಹಾನಿ: ಬೇತ್ರಿಗ ಬಳಿ ಮದೆನಾಡಿನ ಗ್ರಾಮದಲ್ಲಿ ತಡೆಗೋಡೆ ಕುಸಿದ ಬಿದ್ದು ಹಾನಿಯಾಗಿದೆ. ಭಾರೀ ಮಳೆ ಗಾಳಿಗೆ ಕೊಡಗು ಜಿಲ್ಲೆಯ ಹಲವೆಡೆ ರಸ್ತೆ ಸಂಪರ್ಕ ಕಡಿತಗೊಂಡಿದ್ದು ಜನಜೀವನ ಅಸ್ತವ್ಯಸ್ತಗೊಂಡಿದೆ. ಕೊಡಗು ಜಿಲ್ಲಾಡಳಿತ ಮುನ್ನೆಚ್ಚರಿಕೆ ಕ್ರಮವಾಗಿ ಶಾಲೆಗಳಿಗೆ ರಜೆ ಘೋಷಿಸಿದೆ. ನದಿ ತೀರದ ಗ್ರಾಮಗಳ ಜನರನ್ನು ಸುರಕ್ಷಿತ ಸ್ಥಳಗಳಿಗೆ ಸ್ಥಳಾಂತರಿಸಲಾಗಿದೆ. ಕಾವೇರಿ ನದಿ ಉಕ್ಕಿ ಹರಿಯುತ್ತಿದ್ದು ಭಾಗಮಂಡಲ ತ್ರಿವೇಣಿ ಸಂಗಮ ಜಲಾವೃತವಾಗಿದೆ. ಜಿಲ್ಲೆಯಲ್ಲಿ ಭಾರೀ ಮಳೆ ಮುಂದುವರಿದಿದ್ದು ಅಧಿಕಾರಿಗಳು ಎಚ್ಚರಿಕೆ ವಹಿಸಿದ್ದಾರೆ.: [22, 272, 269, 350]
- kiosk-body: [824, 1008, 896, 1104]
